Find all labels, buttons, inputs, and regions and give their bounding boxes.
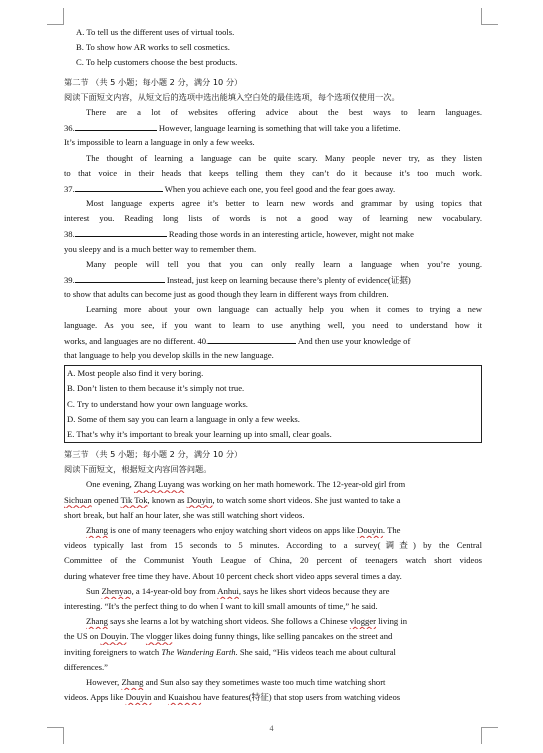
place-name: Anhui bbox=[217, 585, 239, 596]
question-37-text: When you achieve each one, you feel good and the fear goes away. bbox=[162, 183, 396, 194]
section2-header: 第二节 （共 5 小题；每小题 2 分，满分 10 分） bbox=[64, 76, 243, 87]
text: the US on bbox=[64, 631, 101, 642]
text: opened bbox=[91, 494, 121, 505]
place-name: Sichuan bbox=[64, 494, 92, 505]
answer-blank-38[interactable] bbox=[75, 226, 167, 237]
text: , says he likes short videos because they are bbox=[238, 585, 390, 596]
section2-para4-line3: to show that adults can become just as good though they learn in different ways from children. bbox=[64, 289, 389, 300]
exam-page bbox=[64, 25, 482, 705]
section3-para2-line3: Committee of the Communist Youth League of China, 20 percent of teenagers watch short videos bbox=[64, 555, 482, 566]
answer-blank-39[interactable] bbox=[75, 272, 165, 283]
section3-para4-line3 bbox=[64, 645, 482, 660]
section2-option-e: E. That’s why it’s important to break your learning up into small, clear goals. bbox=[67, 428, 332, 439]
page-number: 4 bbox=[269, 724, 274, 733]
section3-header: 第三节 （共 5 小题；每小题 2 分，满分 10 分） bbox=[64, 449, 243, 460]
text: , a 14-year-old boy from bbox=[131, 585, 218, 596]
section3-para4-line1 bbox=[64, 614, 482, 629]
person-name: Zhang bbox=[121, 676, 144, 687]
text: , to watch some short videos. She just wanted to take a bbox=[212, 494, 401, 505]
question-36 bbox=[64, 120, 482, 135]
word-vlogger: vlogger bbox=[145, 631, 173, 642]
text: Sun bbox=[86, 585, 102, 596]
section2-para2-line1: The thought of learning a language can be quite scary. Many people never try, as they listen bbox=[86, 152, 482, 163]
question-39-text: Instead, just keep on learning because there’s plenty of evidence(证据) bbox=[164, 275, 411, 285]
app-name: Kuaishou bbox=[168, 692, 202, 703]
person-name: Zhang bbox=[86, 525, 108, 535]
prev-option-c: C. To help customers choose the best products. bbox=[76, 57, 238, 68]
app-name: Douyin bbox=[125, 692, 152, 703]
section3-para3-line2: interesting. “It’s the perfect thing to do when I want to kill small amounts of time,” he said. bbox=[64, 600, 378, 611]
prev-option-b: B. To show how AR works to sell cosmetics. bbox=[76, 42, 230, 53]
section3-para1-line2 bbox=[64, 493, 482, 508]
section2-para4-line1: Many people will tell you that you can only really learn a language when you’re young. bbox=[86, 258, 482, 269]
section2-para3-line2: interest you. Reading long lists of words is not a good way of learning new vocabulary. bbox=[64, 213, 482, 224]
section2-para1-line3: It’s impossible to learn a language in only a few weeks. bbox=[64, 137, 255, 148]
answer-blank-36[interactable] bbox=[75, 120, 157, 131]
section3-para4-line4: differences.” bbox=[64, 661, 108, 672]
text: One evening, bbox=[86, 479, 134, 490]
text: , known as bbox=[147, 494, 187, 505]
person-name: Zhenyao bbox=[101, 585, 132, 596]
section2-options-box bbox=[64, 365, 482, 443]
section2-para5-line2: language. As you see, if you want to learn to use anything well, you need to understand how it bbox=[64, 319, 482, 330]
section2-option-c: C. Try to understand how your own language works. bbox=[67, 398, 248, 409]
app-name: Douyin bbox=[357, 525, 383, 535]
app-name: Douyin bbox=[100, 631, 127, 642]
section3-para2-line4: during whatever free time they have. About 10 percent check short video apps several times a day. bbox=[64, 570, 402, 581]
section3-para1-line3: short break, but half an hour later, she was still watching short videos. bbox=[64, 509, 305, 520]
answer-blank-37[interactable] bbox=[75, 181, 163, 192]
text: inviting foreigners to watch bbox=[64, 646, 162, 657]
section2-option-d: D. Some of them say you can learn a language in only a few weeks. bbox=[67, 413, 300, 424]
app-name: Tik Tok bbox=[120, 494, 148, 505]
question-37 bbox=[64, 181, 482, 196]
person-name: Zhang Luyang bbox=[133, 479, 185, 490]
section3-para2-line2: videos typically last from 15 seconds to 5 minutes. According to a survey(调查) by the Central bbox=[64, 540, 482, 551]
word-vlogger: vlogger bbox=[349, 616, 377, 627]
text: . The bbox=[126, 631, 146, 642]
section3-para3-line1 bbox=[64, 584, 482, 599]
question-37-number: 37. bbox=[64, 183, 75, 194]
app-name: Douyin bbox=[186, 494, 213, 505]
section2-para5-line1: Learning more about your own language can actually help you when it comes to trying a new bbox=[86, 304, 482, 315]
section2-option-b: B. Don’t listen to them because it’s simply not true. bbox=[67, 383, 245, 394]
person-name: Zhang bbox=[86, 616, 108, 627]
text: . The bbox=[382, 525, 401, 535]
question-39-number: 39. bbox=[64, 275, 75, 285]
section2-para3-line4: you sleepy and is a much better way to remember them. bbox=[64, 243, 257, 254]
question-40 bbox=[64, 333, 482, 348]
section2-option-a: A. Most people also find it very boring. bbox=[67, 368, 204, 379]
text: videos. Apps like bbox=[64, 692, 126, 703]
question-40-text-after: And then use your knowledge of bbox=[296, 335, 411, 346]
question-40-text-before: works, and languages are no different. 40. bbox=[64, 335, 209, 346]
section3-para2-line1 bbox=[64, 523, 482, 538]
section2-para1-line1: There are a lot of websites offering advice about the best ways to learn languages. bbox=[86, 106, 482, 117]
question-38 bbox=[64, 226, 482, 241]
crop-mark-top-right bbox=[481, 8, 498, 25]
text: and Sun also say they sometimes waste too much time watching short bbox=[143, 676, 386, 687]
film-title: The Wandering Earth bbox=[161, 646, 236, 657]
section3-para5-line2 bbox=[64, 690, 482, 705]
text: says she learns a lot by watching short videos. She follows a Chinese bbox=[107, 616, 350, 627]
text: living in bbox=[376, 616, 408, 627]
section3-instruction: 阅读下面短文，根据短文内容回答问题。 bbox=[64, 464, 212, 475]
answer-blank-40[interactable] bbox=[208, 333, 296, 344]
question-36-text: However, language learning is something that will take you a lifetime. bbox=[156, 123, 401, 134]
section3-para5-line1 bbox=[64, 675, 482, 690]
crop-mark-top-left bbox=[47, 8, 64, 25]
text: was working on her math homework. The 12-year-old girl from bbox=[184, 479, 406, 490]
section3-para4-line2 bbox=[64, 629, 482, 644]
text: likes doing funny things, like selling pancakes on the street and bbox=[172, 631, 393, 642]
question-38-text: Reading those words in an interesting article, however, might not make bbox=[166, 229, 414, 240]
text: However, bbox=[86, 676, 122, 687]
text: and bbox=[151, 692, 169, 703]
section2-para3-line1: Most language experts agree it’s better to learn new words and grammar by using topics that bbox=[86, 198, 482, 209]
prev-option-a: A. To tell us the different uses of virtual tools. bbox=[76, 27, 235, 37]
text: have features(特征) that stop users from watching videos bbox=[201, 692, 401, 703]
section2-instruction: 阅读下面短文内容，从短文后的选项中选出能填入空白处的最佳选项，每个选项仅使用一次。 bbox=[64, 91, 400, 102]
question-36-number: 36. bbox=[64, 123, 75, 134]
question-38-number: 38. bbox=[64, 229, 75, 240]
section3-para1-line1 bbox=[64, 477, 482, 492]
section2-para2-line2: to that voice in their heads that keeps telling them they can’t do it because it’s too much work. bbox=[64, 167, 482, 178]
section2-para5-line4: that language to help you develop skills in the new language. bbox=[64, 349, 274, 360]
previous-question-options bbox=[64, 25, 482, 71]
text: is one of many teenagers who enjoy watching short videos on apps like bbox=[107, 525, 358, 535]
text: . She said, “His videos teach me about cultural bbox=[235, 646, 396, 657]
question-39 bbox=[64, 272, 482, 287]
